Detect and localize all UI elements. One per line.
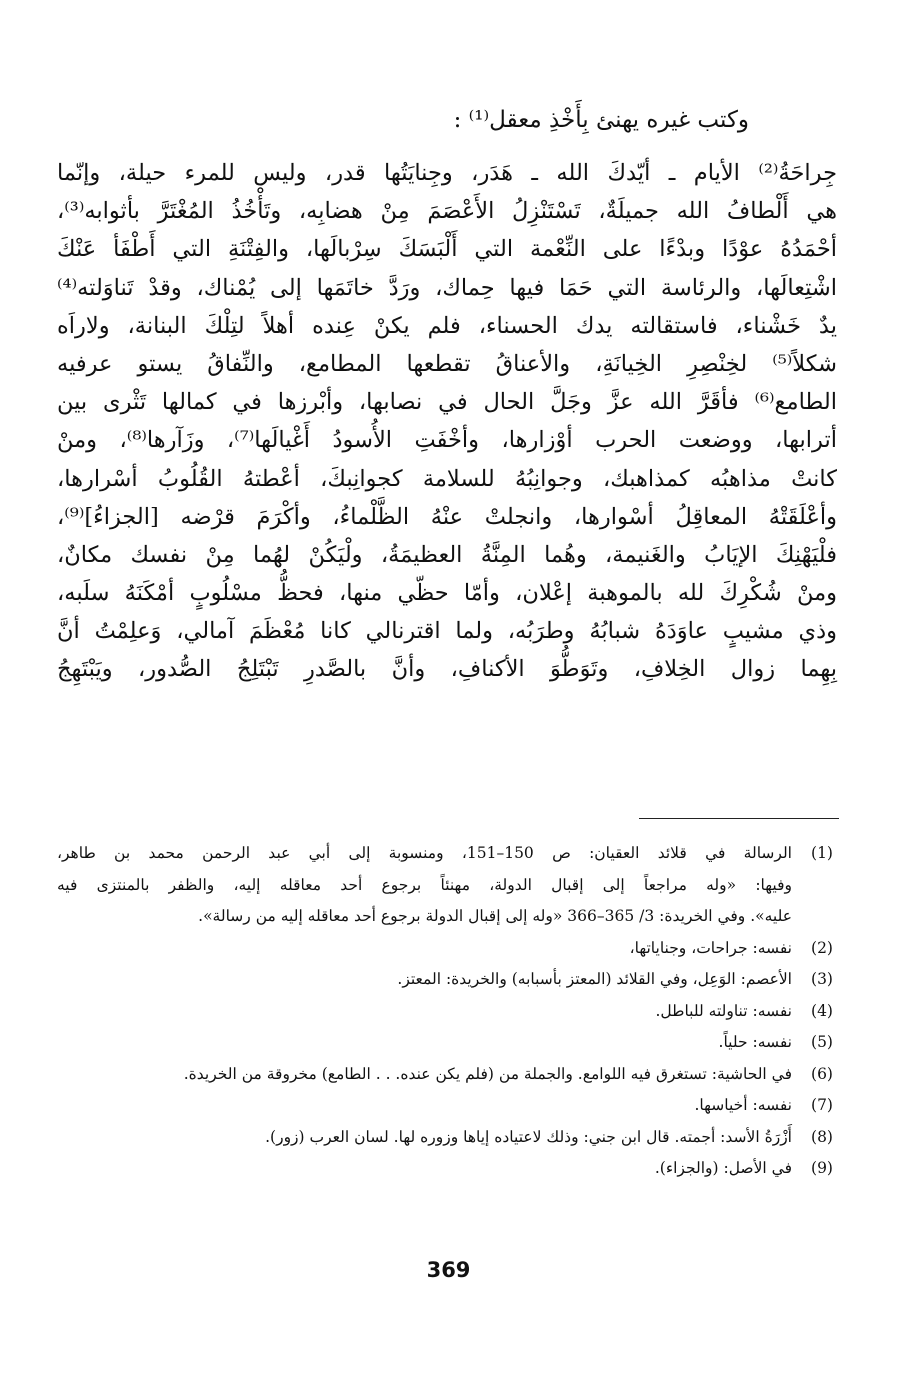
footnote bbox=[57, 996, 842, 1028]
text-line: الطامع⁽⁶⁾ فأقَرَّ الله عزَّ وجَلَّ الحال في نصابها، وأبْرزها في كمالها تَثْرى بين bbox=[57, 389, 837, 416]
footnote-number: (4) bbox=[811, 1001, 833, 1020]
text-line: وذي مشيبٍ عاوَدَهُ شبابُهُ وطرَبُه، ولما اقترنالي كانا مُعْظَمَ آمالي، وَعلِمْتُ أنَّ bbox=[57, 618, 837, 645]
footnote-number: (5) bbox=[811, 1033, 833, 1051]
footnote-text: نفسه: حلياً. bbox=[718, 1033, 792, 1051]
footnote bbox=[57, 933, 842, 965]
footnote-text: نفسه: أخياسها. bbox=[694, 1096, 792, 1114]
footnote bbox=[57, 1122, 842, 1154]
footnote-number: (9) bbox=[811, 1159, 833, 1177]
footnote-text: في الأصل: (والجزاء). bbox=[654, 1159, 792, 1177]
footnote-text: وفيها: «وله مراجعاً إلى إقبال الدولة، مهنئاً برجوع أحد معاقله إليه، والظفر بالمنتزى فيه bbox=[57, 875, 792, 894]
text-line: أحْمَدُهُ عوْدًا وبدْءًا على النِّعْمة التي أَلْبَسَكَ سِرْبالَها، والفِتْنَةِ التي أَطْفَأ عَنْكَ bbox=[57, 236, 837, 263]
footnote bbox=[57, 964, 842, 996]
page-number: 369 bbox=[426, 1258, 471, 1282]
text-line: جِراحَةُ⁽²⁾ الأيام ـ أيّدكَ الله ـ هَدَر، وجِنايَتُها قدر، وليس للمرء حيلة، وإنّما bbox=[57, 160, 837, 186]
footnote bbox=[57, 1153, 842, 1185]
footnote-text: نفسه: جراحات، وجناياتها، bbox=[629, 938, 792, 957]
text-line: أترابها، ووضعت الحرب أوْزارها، وأخْفَتِ الأُسودُ أَغْيالَها⁽⁷⁾، وزَآرها⁽⁸⁾، ومنْ bbox=[57, 427, 837, 454]
footnotes bbox=[57, 838, 842, 1185]
text-line: بِهِما زوال الخِلافِ، وتَوَطُّوَ الأكنافِ، وأنَّ بالصَّدرِ تَبْتَلِجُ الصُّدور، ويَبْتَهِجُ bbox=[57, 656, 837, 683]
footnote-text: في الحاشية: تستغرق فيه اللوامع. والجملة من (فلم يكن عنده. . . الطامع) مخروقة من الخريدة. bbox=[183, 1064, 792, 1083]
footnote-text: الرسالة في قلائد العقيان: ص 150–151، ومنسوبة إلى أبي عبد الرحمن محمد بن طاهر، bbox=[57, 844, 792, 862]
footnote-divider bbox=[639, 818, 839, 819]
footnote-number: (7) bbox=[811, 1096, 833, 1114]
footnote-number: (6) bbox=[811, 1064, 833, 1083]
text-line: وأعْلَقَتْهُ المعاقِلُ أسْوارها، وانجلتْ عنْهُ الظَّلْماءُ، وأكْرَمَ قرْضه [الجزاءُ]⁽⁹⁾، bbox=[57, 503, 837, 530]
footnote-number: (1) bbox=[811, 844, 833, 862]
footnote-number: (8) bbox=[811, 1127, 833, 1146]
footnote-number: (2) bbox=[811, 938, 833, 957]
footnote bbox=[57, 838, 842, 933]
footnote-text: أَزْرَةُ الأسد: أجمته. قال ابن جني: وذلك لاعتياده إياها وزوره لها. لسان العرب (زور). bbox=[265, 1127, 792, 1146]
footnote bbox=[57, 1059, 842, 1091]
footnote-number: (3) bbox=[811, 970, 833, 988]
footnote-text: عليه». وفي الخريدة: 3/ 365–366 «وله إلى إقبال الدولة برجوع أحد معاقله إليه من رسالة». bbox=[198, 907, 792, 925]
text-line: كانتْ مذاهبُه كمذاهبك، وجوانِبُهُ للسلامة كجوانِبكَ، أعْطتهُ القُلُوبُ أسْرارها، bbox=[57, 465, 837, 492]
footnote bbox=[57, 1090, 842, 1122]
footnote bbox=[57, 1027, 842, 1059]
intro-line: وكتب غيره يهنئ بِأَخْذِ معقل⁽¹⁾ : bbox=[453, 107, 749, 133]
text-line: هي أَلْطافُ الله جميلَةٌ، تَسْتَنْزِلُ الأَعْصَمَ مِنْ هضابِه، وتَأْخُذُ المُغْتَرَّ بأثوابه⁽³⁾، bbox=[57, 198, 837, 225]
footnote-text: الأعصم: الوَعِل، وفي القلائد (المعتز بأسبابه) والخريدة: المعتز. bbox=[397, 970, 792, 988]
text-line: شكلاً⁽⁵⁾ لخِنْصِرِ الخِيانَةِ، والأعناقُ تقطعها المطامع، والنِّفاقُ يستو عرفيه bbox=[57, 350, 837, 377]
text-line: فلْيَهْنِكَ الإيَابُ والغَنيمة، وهُما المِنَّةُ العظيمَةُ، ولْيَكُنْ لهُما مِنْ نفسك مكانٌ، bbox=[57, 541, 837, 568]
footnote-text: نفسه: تناولته للباطل. bbox=[655, 1001, 792, 1020]
text-line: ومنْ شُكْرِكَ لله بالموهبة إعْلان، وأمّا حظّي منها، فحظُّ مسْلُوبٍ أمْكَنَهُ سلَبه، bbox=[57, 580, 837, 607]
main-text bbox=[57, 154, 837, 689]
text-line: اشْتِعالَها، والرئاسة التي حَمَا فيها حِماك، ورَدَّ خاتَمَها إلى يُمْناك، وقدْ تَناوَلته⁽⁴⁾ bbox=[57, 274, 837, 301]
text-line: يدٌ خَشْناء، فاستقالته يدك الحسناء، فلم يكنْ عِنده أهلاً لتِلْكَ البنانة، ولاراَه bbox=[57, 312, 837, 339]
